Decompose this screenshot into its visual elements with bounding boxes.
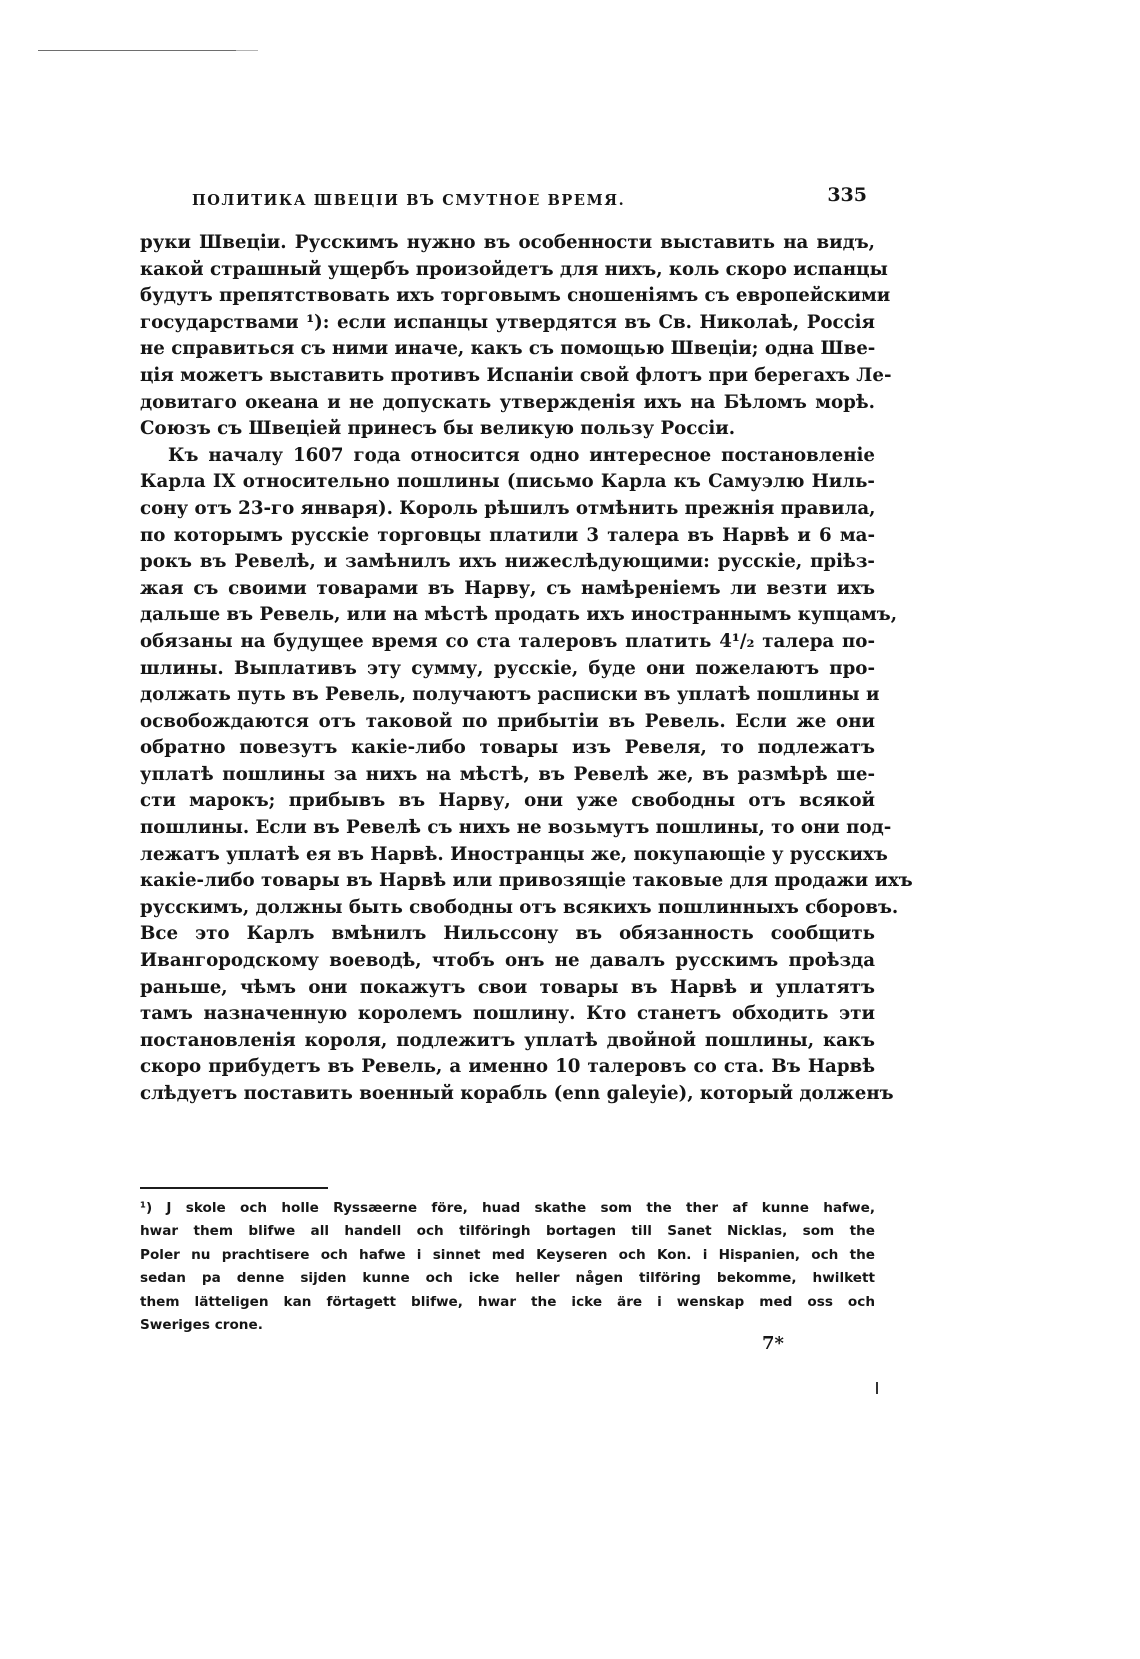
footnote-line: Sweriges crone. bbox=[140, 1316, 263, 1333]
text-line: тамъ назначенную королемъ пошлину. Кто станетъ обходить эти bbox=[140, 1003, 875, 1025]
scan-speck bbox=[876, 1382, 878, 1394]
text-line: Все это Карлъ вмѣнилъ Нильссону въ обязанность сообщить bbox=[140, 923, 875, 945]
text-line: уплатѣ пошлины за нихъ на мѣстѣ, въ Ревелѣ же, въ размѣрѣ ше- bbox=[140, 763, 875, 785]
text-line: сону отъ 23-го января). Король рѣшилъ отмѣнить прежнія правила, bbox=[140, 497, 876, 519]
text-line: руки Швеціи. Русскимъ нужно въ особенности выставить на видъ, bbox=[140, 232, 875, 253]
footnote-line: ¹) J skole och holle Ryssæerne före, huad skathe som the ther af kunne hafwe, bbox=[140, 1200, 875, 1216]
footnote-line: sedan pa denne sijden kunne och icke heller någen tilföring bekomme, hwilkett bbox=[140, 1270, 875, 1287]
text-line: шлины. Выплативъ эту сумму, русскіе, буде они пожелаютъ про- bbox=[140, 657, 875, 679]
footnote-line: hwar them blifwe all handell och tilföringh bortagen till Sanet Nicklas, som the bbox=[140, 1223, 875, 1240]
scan-edge-line bbox=[38, 50, 236, 51]
text-line: постановленія короля, подлежитъ уплатѣ двойной пошлины, какъ bbox=[140, 1029, 875, 1051]
text-line: не справиться съ ними иначе, какъ съ помощью Швеціи; одна Шве- bbox=[140, 338, 876, 360]
footnote-line: Poler nu prachtisere och hafwe i sinnet med Keyseren och Kon. i Hispanien, och the bbox=[140, 1246, 875, 1263]
text-line: довитаго океана и не допускать утвержденія ихъ на Бѣломъ морѣ. bbox=[140, 391, 875, 413]
text-line: Ивангородскому воеводѣ, чтобъ онъ не давалъ русскимъ проѣзда bbox=[140, 950, 875, 972]
text-line: лежатъ уплатѣ ея въ Нарвѣ. Иностранцы же, покупающіе у русскихъ bbox=[140, 843, 888, 865]
text-line: рокъ въ Ревелѣ, и замѣнилъ ихъ нижеслѣдующими: русскіе, пріѣз- bbox=[140, 551, 875, 573]
text-line: Карла IX относительно пошлины (письмо Карла къ Самуэлю Ниль- bbox=[140, 471, 875, 493]
footnote bbox=[140, 1197, 875, 1337]
text-line: сти марокъ; прибывъ въ Нарву, они уже свободны отъ всякой bbox=[140, 790, 875, 812]
paragraph-first-line: Къ началу 1607 года относится одно интересное постановленіе bbox=[168, 444, 875, 466]
text-line: по которымъ русскіе торговцы платили 3 талера въ Нарвѣ и 6 ма- bbox=[140, 524, 875, 546]
footnote-divider bbox=[140, 1187, 328, 1189]
text-line: обратно повезутъ какіе-либо товары изъ Ревеля, то подлежатъ bbox=[140, 737, 875, 759]
text-line: какіе-либо товары въ Нарвѣ или привозящіе таковые для продажи ихъ bbox=[140, 870, 913, 892]
text-line: скоро прибудетъ въ Ревель, а именно 10 талеровъ со ста. Въ Нарвѣ bbox=[140, 1056, 875, 1078]
text-line: Союзъ съ Швеціей принесъ бы великую пользу Россіи. bbox=[140, 418, 736, 440]
signature-mark: 7* bbox=[762, 1333, 784, 1354]
text-line: дальше въ Ревель, или на мѣстѣ продать ихъ иностраннымъ купцамъ, bbox=[140, 604, 898, 626]
footnote-line: them lätteligen kan förtagett blifwe, hwar the icke äre i wenskap med oss och bbox=[140, 1293, 875, 1310]
text-line: будутъ препятствовать ихъ торговымъ сношеніямъ съ европейскими bbox=[140, 285, 891, 307]
running-title: ПОЛИТИКА ШВЕЦІИ ВЪ СМУТНОЕ ВРЕМЯ. bbox=[192, 192, 626, 209]
text-line: обязаны на будущее время со ста талеровъ платить 4¹/₂ талера по- bbox=[140, 630, 875, 652]
scan-edge-line-faint bbox=[236, 50, 258, 51]
body-text bbox=[140, 230, 913, 1108]
page-number: 335 bbox=[827, 184, 867, 206]
text-line: должать путь въ Ревель, получаютъ расписки въ уплатѣ пошлины и bbox=[140, 684, 880, 706]
text-line: какой страшный ущербъ произойдетъ для нихъ, коль скоро испанцы bbox=[140, 258, 888, 280]
text-line: пошлины. Если въ Ревелѣ съ нихъ не возьмутъ пошлины, то они под- bbox=[140, 817, 892, 839]
text-line: русскимъ, должны быть свободны отъ всякихъ пошлинныхъ сборовъ. bbox=[140, 896, 899, 918]
text-line: освобождаются отъ таковой по прибытіи въ Ревель. Если же они bbox=[140, 710, 875, 732]
text-line: государствами ¹): если испанцы утвердятся въ Св. Николаѣ, Россія bbox=[140, 311, 875, 333]
running-head bbox=[140, 180, 875, 216]
text-line: слѣдуетъ поставить военный корабль (enn galeyie), который долженъ bbox=[140, 1083, 894, 1104]
text-line: раньше, чѣмъ они покажутъ свои товары въ Нарвѣ и уплатятъ bbox=[140, 976, 875, 998]
text-line: ція можетъ выставить противъ Испаніи свой флотъ при берегахъ Ле- bbox=[140, 364, 892, 386]
text-line: жая съ своими товарами въ Нарву, съ намѣреніемъ ли везти ихъ bbox=[140, 577, 875, 599]
